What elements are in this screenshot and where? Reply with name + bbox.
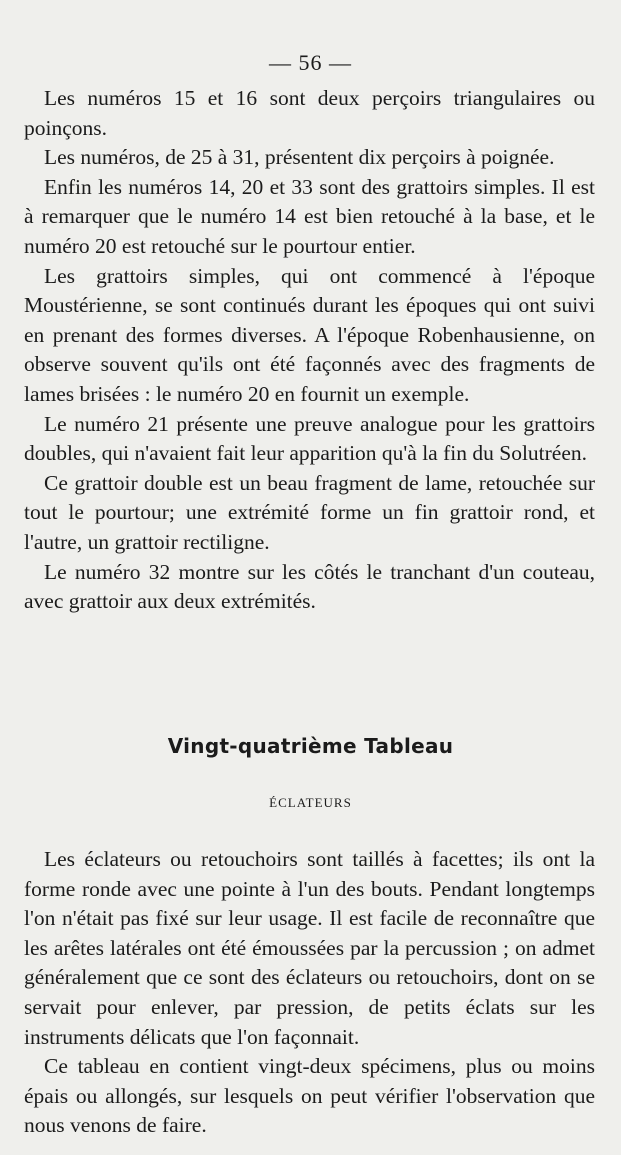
paragraph: Le numéro 32 montre sur les côtés le tranchant d'un couteau, avec grattoir aux deux extrémités. <box>24 559 595 614</box>
text-block-bottom <box>24 845 595 1141</box>
section-title: Vingt-quatrième Tableau <box>167 734 454 758</box>
paragraph: Les éclateurs ou retouchoirs sont taillés à facettes; ils ont la forme ronde avec une pointe à l'un des bouts. Pendant longtemps l'on n'était pas fixé sur leur usage. Il est facile de reconnaître que les arêtes latérales ont été émoussées par la percussion ; on admet généralement que ce sont des éclateurs ou retouchoirs, dont on se servait pour enlever, par pression, de petits éclats sur les instruments délicats que l'on façonnait. <box>24 847 595 1049</box>
paragraph: Les numéros, de 25 à 31, présentent dix perçoirs à poignée. <box>44 145 555 170</box>
paragraph: Le numéro 21 présente une preuve analogue pour les grattoirs doubles, qui n'avaient fait leur apparition qu'à la fin du Solutréen. <box>24 411 595 466</box>
paragraph: Enfin les numéros 14, 20 et 33 sont des grattoirs simples. Il est à remarquer que le numéro 14 est bien retouché à la base, et le numéro 20 est retouché sur le pourtour entier. <box>24 174 595 258</box>
text-block-top <box>24 84 595 617</box>
paragraph: Ce grattoir double est un beau fragment de lame, retouchée sur tout le pourtour; une extrémité forme un fin grattoir rond, et l'autre, un grattoir rectiligne. <box>24 470 595 554</box>
paragraph: Ce tableau en contient vingt-deux spécimens, plus ou moins épais ou allongés, sur lesquels on peut vérifier l'observation que nous venons de faire. <box>24 1054 595 1138</box>
paragraph: Les grattoirs simples, qui ont commencé à l'époque Moustérienne, se sont continués durant les époques qui ont suivi en prenant des formes diverses. A l'époque Robenhausienne, on observe souvent qu'ils ont été façonnés avec des fragments de lames brisées : le numéro 20 en fournit un exemple. <box>24 263 595 406</box>
page-number: — 56 — <box>269 50 352 75</box>
paragraph: Les numéros 15 et 16 sont deux perçoirs triangulaires ou poinçons. <box>24 86 595 140</box>
section-subtitle: ÉCLATEURS <box>269 795 352 810</box>
